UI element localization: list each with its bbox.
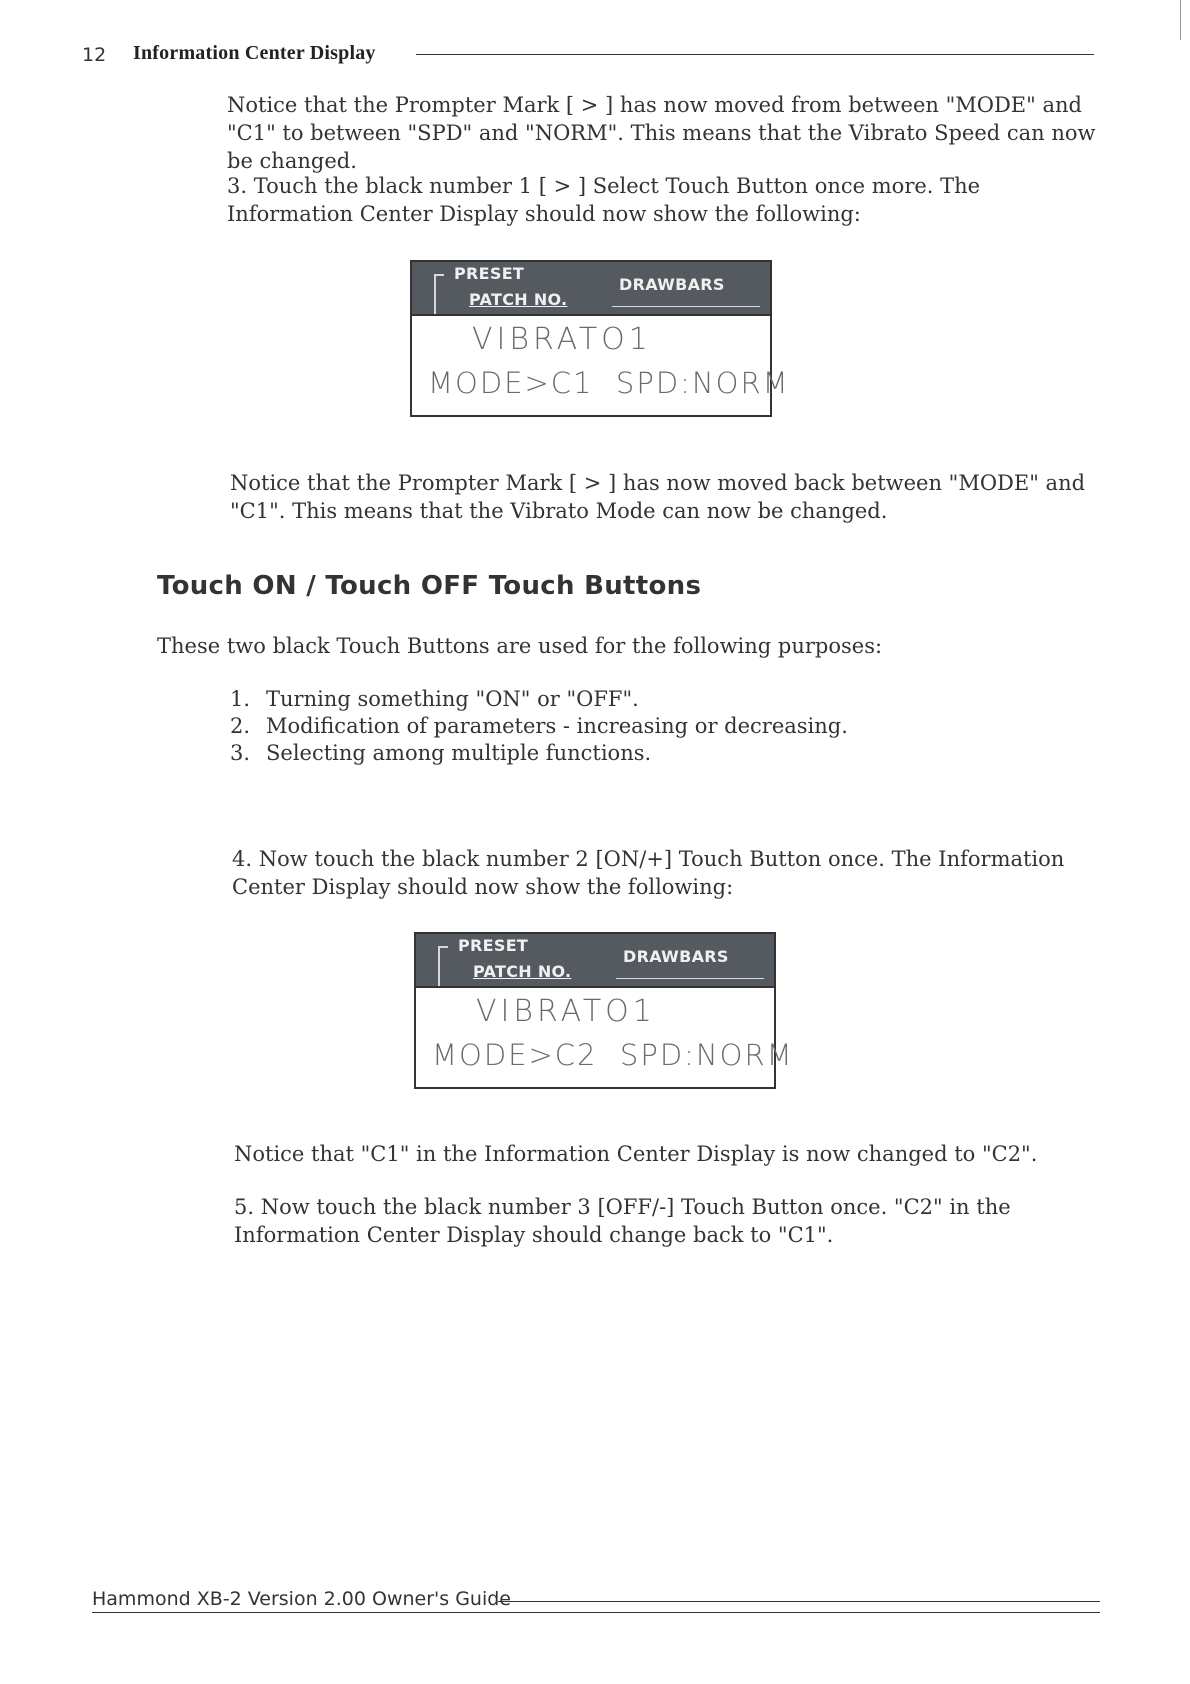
list-item — [230, 713, 848, 740]
lcd-display-2 — [414, 932, 794, 1089]
running-header-title: Information Center Display — [133, 42, 376, 64]
list-item-text: Modification of parameters - increasing or decreasing. — [266, 714, 848, 738]
paragraph-step-4 — [232, 845, 1117, 901]
list-item-number: 1. — [230, 687, 251, 711]
lcd-display-1 — [410, 260, 790, 417]
lcd-drawbars-label: DRAWBARS — [623, 947, 729, 966]
list-item-text: Selecting among multiple functions. — [266, 741, 652, 765]
lcd-drawbars-label: DRAWBARS — [619, 275, 725, 294]
lcd-screen — [416, 986, 794, 1089]
lcd-patch-label: PATCH NO. — [469, 290, 568, 309]
paragraph-touch-buttons-intro — [157, 632, 1087, 660]
footer-rule — [92, 1612, 1100, 1613]
bracket-mark — [438, 946, 448, 986]
paragraph-text: Notice that the Prompter Mark [ > ] has now moved back between "MODE" and "C1". This means that the Vibrato Mode can now be changed. — [230, 471, 1086, 523]
lcd-patch-label: PATCH NO. — [473, 962, 572, 981]
list-item-number: 3. — [230, 741, 251, 765]
purposes-list — [230, 686, 848, 767]
lcd-header-bar — [416, 934, 774, 986]
lcd-line-2: MODE>C2 SPD:NORM — [432, 1038, 794, 1072]
lcd-line-1: VIBRATO1 — [476, 994, 656, 1029]
paragraph-prompter-moved-back — [230, 469, 1115, 525]
paragraph-step-3 — [227, 172, 1112, 228]
lcd-preset-label: PRESET — [454, 264, 525, 283]
paragraph-prompter-moved — [227, 91, 1112, 175]
paragraph-text: 3. Touch the black number 1 [ > ] Select Touch Button once more. The Information Center Display should now show the following: — [227, 174, 981, 226]
paragraph-text: Notice that "C1" in the Information Center Display is now changed to "C2". — [234, 1142, 1038, 1166]
paragraph-text: 4. Now touch the black number 2 [ON/+] Touch Button once. The Information Center Display should now show the following: — [232, 847, 1065, 899]
lcd-drawbars-underline — [612, 306, 760, 307]
list-item-text: Turning something "ON" or "OFF". — [266, 687, 639, 711]
section-heading: Touch ON / Touch OFF Touch Buttons — [157, 571, 702, 601]
paragraph-text: These two black Touch Buttons are used for the following purposes: — [157, 634, 883, 658]
footer-rule — [498, 1601, 1100, 1602]
lcd-line-1: VIBRATO1 — [472, 322, 652, 357]
list-item-number: 2. — [230, 714, 251, 738]
lcd-screen — [412, 314, 790, 417]
list-item — [230, 686, 848, 713]
paragraph-text: 5. Now touch the black number 3 [OFF/-] Touch Button once. "C2" in the Information Center Display should change back to "C1". — [234, 1195, 1011, 1247]
paragraph-c1-changed — [234, 1140, 1119, 1168]
lcd-header-bar — [412, 262, 770, 314]
lcd-line-2: MODE>C1 SPD:NORM — [428, 366, 790, 400]
page-number: 12 — [82, 44, 107, 66]
paragraph-text: Notice that the Prompter Mark [ > ] has now moved from between "MODE" and "C1" to between "SPD" and "NORM". This means that the Vibrato Speed can now be changed. — [227, 93, 1096, 173]
paragraph-step-5 — [234, 1193, 1119, 1249]
page-edge-line — [1180, 0, 1181, 40]
lcd-drawbars-underline — [616, 978, 764, 979]
lcd-preset-label: PRESET — [458, 936, 529, 955]
header-rule — [416, 54, 1094, 55]
list-item — [230, 740, 848, 767]
footer-title: Hammond XB-2 Version 2.00 Owner's Guide — [92, 1588, 511, 1610]
bracket-mark — [434, 274, 444, 314]
